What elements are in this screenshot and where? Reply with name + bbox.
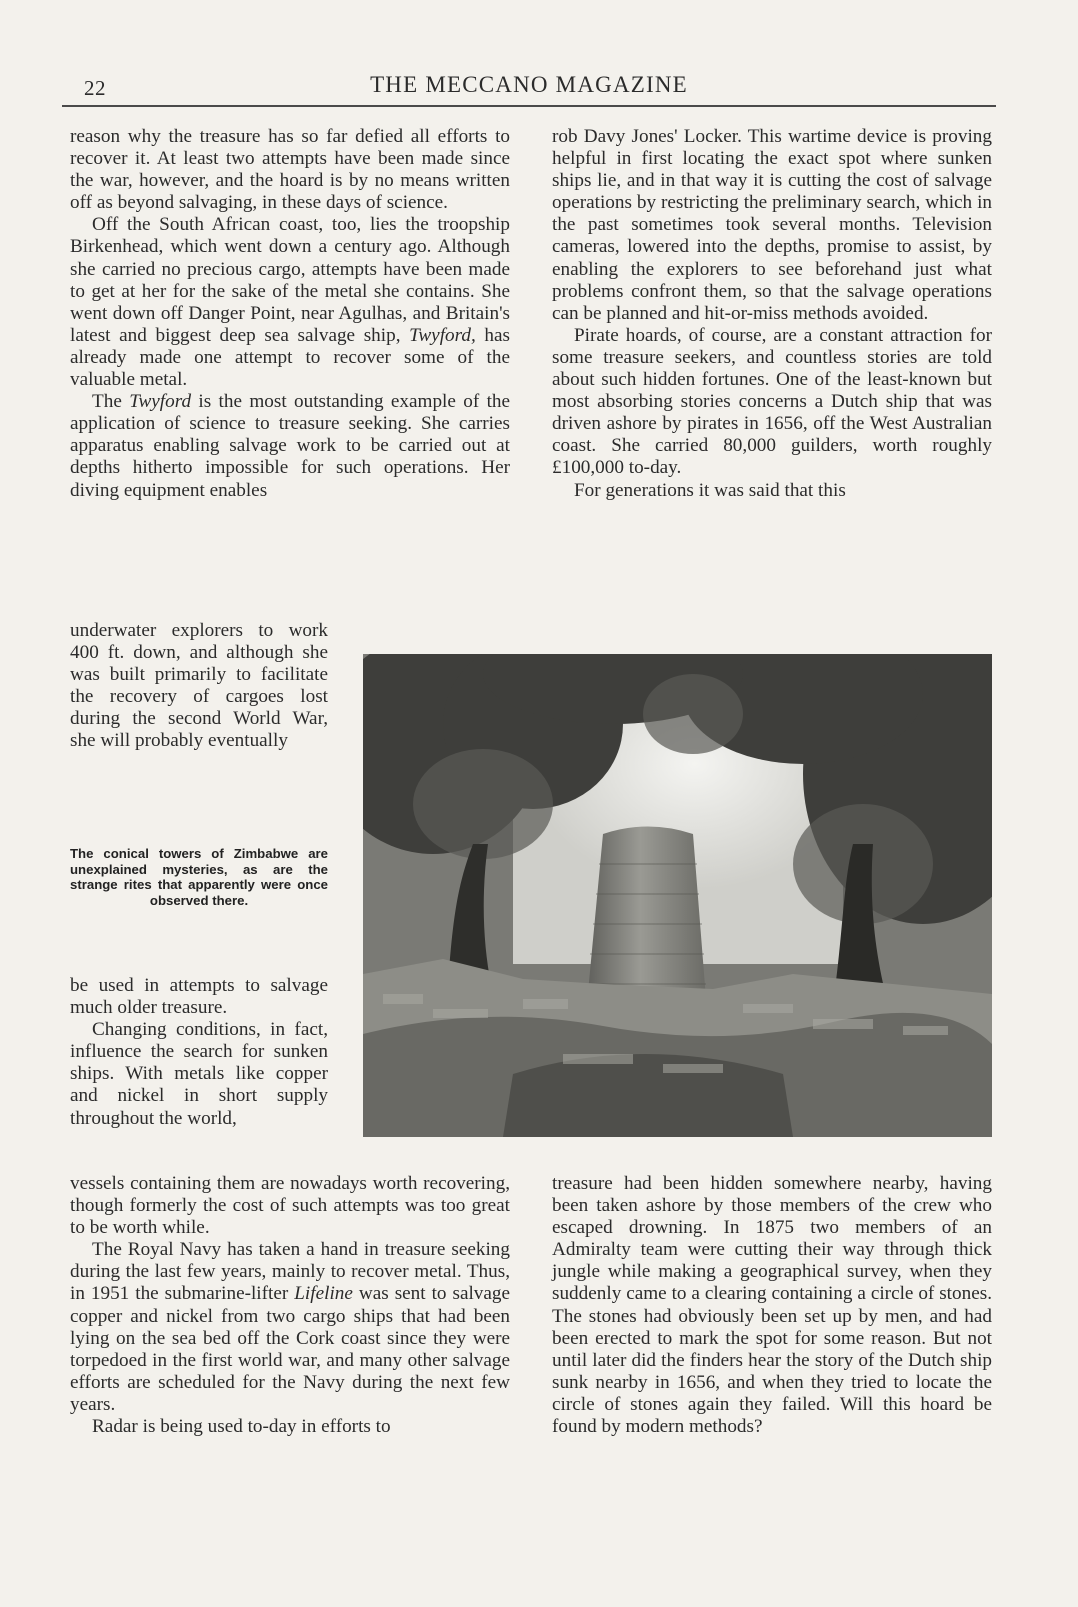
paragraph: [70, 214, 510, 391]
text-run: Off the South African coast, too, lies the troopship Birkenhead, which went down a century ago. Although she carried no precious cargo, attempts have been made to get at her for the sake of the metal she contains. She went down off Danger Point, near Agulhas, and Britain's latest and biggest deep sea salvage ship,: [70, 214, 510, 346]
text-run: The Royal Navy has taken a hand in treasure seeking during the last few years, mainly to recover metal. Thus, in 1951 the submarine-lifter: [70, 1239, 510, 1305]
zimbabwe-tower-photo: [363, 654, 992, 1137]
paragraph: Pirate hoards, of course, are a constant attraction for some treasure seekers, and countless stories are told about such hidden fortunes. One of the least-known but most absorbing stories concerns a Dutch ship that was driven ashore by pirates in 1656, off the West Australian coast. She carried 80,000 guilders, worth roughly £100,000 to-day.: [552, 324, 992, 479]
right-column-bottom: [552, 1173, 992, 1438]
paragraph: reason why the treasure has so far defied all efforts to recover it. At least two attempts have been made since the war, however, and the hoard is by no means written off as beyond salvaging, in these days of science.: [70, 126, 510, 214]
left-column-top: [70, 126, 510, 502]
paragraph: treasure had been hidden somewhere nearby, having been taken ashore by those members of the crew who escaped drowning. In 1875 two members of an Admiralty team were cutting their way through thick jungle while making a geographical survey, when they suddenly came to a clearing containing a circle of stones. The stones had obviously been set up by men, and had been erected to mark the spot for some reason. But not until later did the finders hear the story of the Dutch ship sunk nearby in 1656, and when they tried to locate the circle of stones again they failed. Will this hoard be found by modern methods?: [552, 1173, 992, 1438]
photo-caption: The conical towers of Zimbabwe are unexplained mysteries, as are the strange rites that apparently were once observed there.: [70, 846, 328, 908]
paragraph: be used in attempts to salvage much older treasure.: [70, 975, 328, 1019]
ship-name: Twyford,: [409, 324, 476, 346]
right-column-top: [552, 126, 992, 502]
header-rule: [62, 105, 996, 107]
paragraph: rob Davy Jones' Locker. This wartime device is proving helpful in first locating the exact spot where sunken ships lie, and in that way it is cutting the cost of salvage operations by restricting the preliminary search, which in the past sometimes took several months. Television cameras, lowered into the depths, promise to assist, by enabling the explorers to see beforehand just what problems confront them, so that the salvage operations can be planned and hit-or-miss methods avoided.: [552, 126, 992, 324]
text-run: The: [92, 391, 122, 413]
paragraph: vessels containing them are nowadays worth recovering, though formerly the cost of such attempts was too great to be worth while.: [70, 1173, 510, 1239]
paragraph: underwater explorers to work 400 ft. down, and although she was built primarily to facilitate the recovery of cargoes lost during the second World War, she will probably eventually: [70, 620, 328, 752]
paragraph: Changing conditions, in fact, influence the search for sunken ships. With metals like copper and nickel in short supply throughout the world,: [70, 1019, 328, 1129]
page-header: [62, 72, 996, 106]
left-column-mid: [70, 975, 328, 1130]
ship-name: Twyford: [129, 391, 192, 413]
magazine-title: THE MECCANO MAGAZINE: [370, 72, 688, 97]
text-run: is the most outstanding example of the application of science to treasure seeking. She carries apparatus enabling salvage work to be carried out at depths hitherto impossible for such operations. Her diving equipment enables: [70, 391, 511, 501]
ship-name: Lifeline: [294, 1283, 353, 1305]
paragraph: [70, 391, 510, 501]
paragraph: [70, 1239, 510, 1416]
paragraph: Radar is being used to-day in efforts to: [92, 1416, 391, 1438]
paragraph: For generations it was said that this: [574, 479, 846, 501]
page-number: 22: [84, 76, 106, 100]
left-column-bottom: [70, 1173, 510, 1438]
text-run: has already made one attempt to recover some of the valuable metal.: [70, 324, 510, 391]
text-run: was sent to salvage copper and nickel from two cargo ships that had been lying on the sea bed off the Cork coast since they were torpedoed in the first world war, and many other salvage efforts are scheduled for the Navy during the next few years.: [70, 1283, 511, 1415]
left-column-narrow: [70, 620, 328, 753]
